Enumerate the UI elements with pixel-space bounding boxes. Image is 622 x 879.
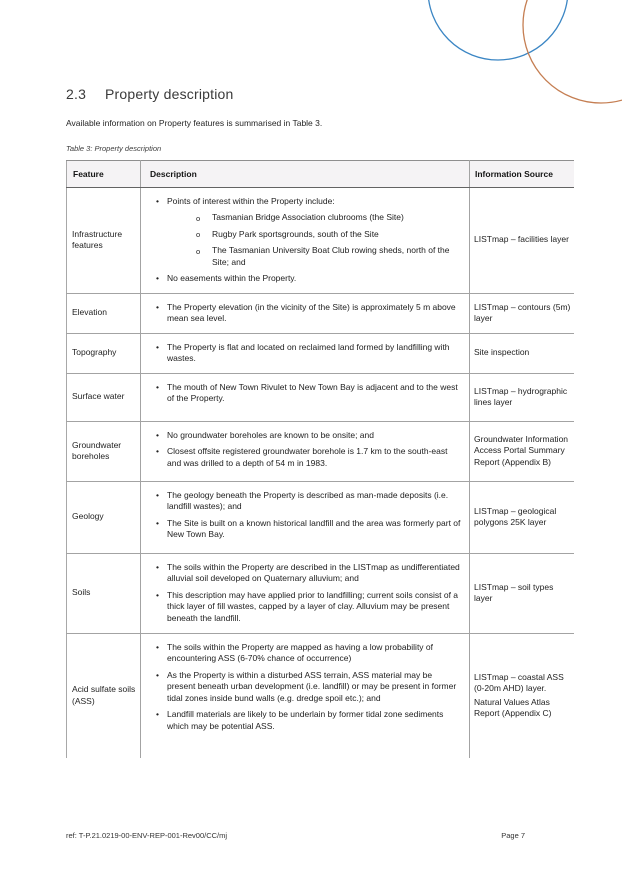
bullet-icon: • (156, 589, 159, 600)
source-text: LISTmap – coastal ASS (0-20m AHD) layer. (474, 671, 564, 694)
feature-cell: Surface water (67, 373, 141, 421)
description-cell (141, 553, 470, 633)
bullet-item (141, 212, 461, 224)
bullet-icon: • (156, 273, 159, 283)
source-text: LISTmap – contours (5m) layer (474, 301, 571, 323)
bullet-text: Points of interest within the Property include: (167, 195, 335, 206)
feature-cell: Soils (67, 553, 141, 633)
bullet-item (141, 273, 461, 285)
source-text: LISTmap – soil types layer (474, 581, 554, 603)
table-row (67, 481, 574, 553)
source-text: LISTmap – facilities layer (474, 234, 569, 245)
footer-reference: ref: T-P.21.0219-00-ENV-REP-001-Rev00/CC/mj (66, 831, 228, 840)
feature-cell: Topography (67, 333, 141, 373)
description-cell (141, 481, 470, 553)
bullet-text: The geology beneath the Property is described as man-made deposits (i.e. landfill wastes); and (167, 489, 449, 511)
table-header-row (67, 160, 574, 187)
bullet-text: The Site is built on a known historical landfill and the area was formerly part of New Town Bay. (167, 517, 461, 539)
bullet-text: The Property elevation (in the vicinity of the Site) is approximately 5 m above mean sea level. (167, 301, 456, 323)
table-row (67, 293, 574, 333)
source-text: LISTmap – hydrographic lines layer (474, 385, 568, 407)
bullet-icon: • (156, 669, 159, 680)
bullet-item (141, 562, 461, 585)
source-cell (470, 293, 574, 333)
table-row (67, 333, 574, 373)
circle-bullet-icon: o (196, 213, 201, 223)
source-text: Natural Values Atlas Report (Appendix C) (474, 696, 552, 719)
bullet-icon: • (156, 709, 159, 719)
blue-circle-decoration (428, 0, 568, 60)
bullet-item (141, 245, 461, 268)
bullet-icon: • (156, 561, 159, 572)
bullet-icon: • (156, 517, 159, 528)
section-title: Property description (105, 86, 234, 102)
table-caption: Table 3: Property description (66, 143, 162, 153)
source-cell (470, 633, 574, 758)
bullet-item (141, 430, 461, 442)
bullet-text: The soils within the Property are described in the LISTmap as undifferentiated alluvial soil developed on Quaternary alluvium; and (167, 561, 460, 583)
header-description: Description (141, 160, 470, 187)
bullet-icon: • (156, 301, 159, 312)
bullet-item (141, 302, 461, 325)
feature-cell: Groundwater boreholes (67, 421, 141, 481)
bullet-text: The Property is flat and located on reclaimed land formed by landfilling with wastes. (167, 341, 450, 363)
bullet-text: Rugby Park sportsgrounds, south of the Site (212, 228, 379, 239)
bullet-item (141, 590, 461, 625)
bullet-item (141, 382, 461, 405)
bullet-item (141, 490, 461, 513)
table-row (67, 633, 574, 758)
bullet-item (141, 642, 461, 665)
feature-cell: Infrastructure features (67, 187, 141, 293)
bullet-icon: • (156, 341, 159, 352)
footer-page-number: Page 7 (501, 831, 525, 840)
source-cell (470, 333, 574, 373)
bullet-icon: • (156, 489, 159, 500)
bullet-text: No easements within the Property. (167, 273, 297, 283)
description-cell (141, 373, 470, 421)
description-cell (141, 333, 470, 373)
circle-bullet-icon: o (196, 230, 201, 239)
bullet-text: The Tasmanian University Boat Club rowing sheds, north of the Site; and (212, 245, 450, 267)
description-cell (141, 293, 470, 333)
bullet-icon: • (156, 446, 159, 456)
bullet-item (141, 446, 461, 469)
bullet-item (141, 709, 461, 732)
section-number: 2.3 (66, 86, 87, 102)
section-heading (66, 86, 573, 102)
source-text: Groundwater Information Access Portal Summary Report (Appendix B) (474, 433, 569, 467)
description-cell (141, 421, 470, 481)
bullet-text: The soils within the Property are mapped as having a low probability of encountering ASS (6-70% chance of occurrence) (167, 641, 434, 663)
source-text: LISTmap – geological polygons 25K layer (474, 505, 557, 527)
bullet-item (141, 196, 461, 208)
header-information-source: Information Source (470, 160, 574, 187)
description-cell (141, 633, 470, 758)
bullet-item (141, 518, 461, 541)
bullet-text: Closest offsite registered groundwater borehole is 1.7 km to the south-east and was drilled to a depth of 54 m in 1983. (167, 446, 448, 468)
bullet-text: The mouth of New Town Rivulet to New Town Bay is adjacent and to the west of the Property. (167, 381, 458, 403)
feature-cell: Elevation (67, 293, 141, 333)
description-cell (141, 187, 470, 293)
bullet-text: This description may have applied prior to landfilling; current soils consist of a thick layer of fill wastes, capped by a layer of clay. Alluvium may be present beneath the landfill. (167, 589, 459, 623)
header-feature: Feature (67, 160, 141, 187)
source-cell (470, 553, 574, 633)
bullet-item (141, 342, 461, 365)
circle-bullet-icon: o (196, 246, 201, 256)
table-row (67, 373, 574, 421)
bullet-icon: • (156, 195, 159, 206)
bullet-icon: • (156, 429, 159, 440)
table-row (67, 553, 574, 633)
bullet-icon: • (156, 641, 159, 652)
intro-paragraph: Available information on Property features is summarised in Table 3. (66, 118, 323, 128)
source-cell (470, 373, 574, 421)
source-cell (470, 421, 574, 481)
feature-cell: Acid sulfate soils (ASS) (67, 633, 141, 758)
feature-cell: Geology (67, 481, 141, 553)
page-content (66, 86, 573, 758)
bullet-text: Landfill materials are likely to be underlain by former tidal zone sediments which may be potential ASS. (167, 709, 444, 731)
property-description-table (66, 160, 574, 759)
bullet-text: Tasmanian Bridge Association clubrooms (the Site) (212, 212, 404, 222)
bullet-text: No groundwater boreholes are known to be onsite; and (167, 429, 374, 440)
source-text: Site inspection (474, 347, 530, 358)
bullet-icon: • (156, 381, 159, 392)
source-cell (470, 481, 574, 553)
bullet-item (141, 670, 461, 705)
bullet-text: As the Property is within a disturbed ASS terrain, ASS material may be present beneath urban development (i.e. landfill) or may be present in former tidal zones inside bund walls (e.g. dredge spoil etc.); and (167, 669, 457, 703)
table-row (67, 421, 574, 481)
table-row (67, 187, 574, 293)
page-footer (66, 831, 525, 840)
bullet-item (141, 229, 461, 241)
table-body (67, 187, 574, 758)
source-cell (470, 187, 574, 293)
